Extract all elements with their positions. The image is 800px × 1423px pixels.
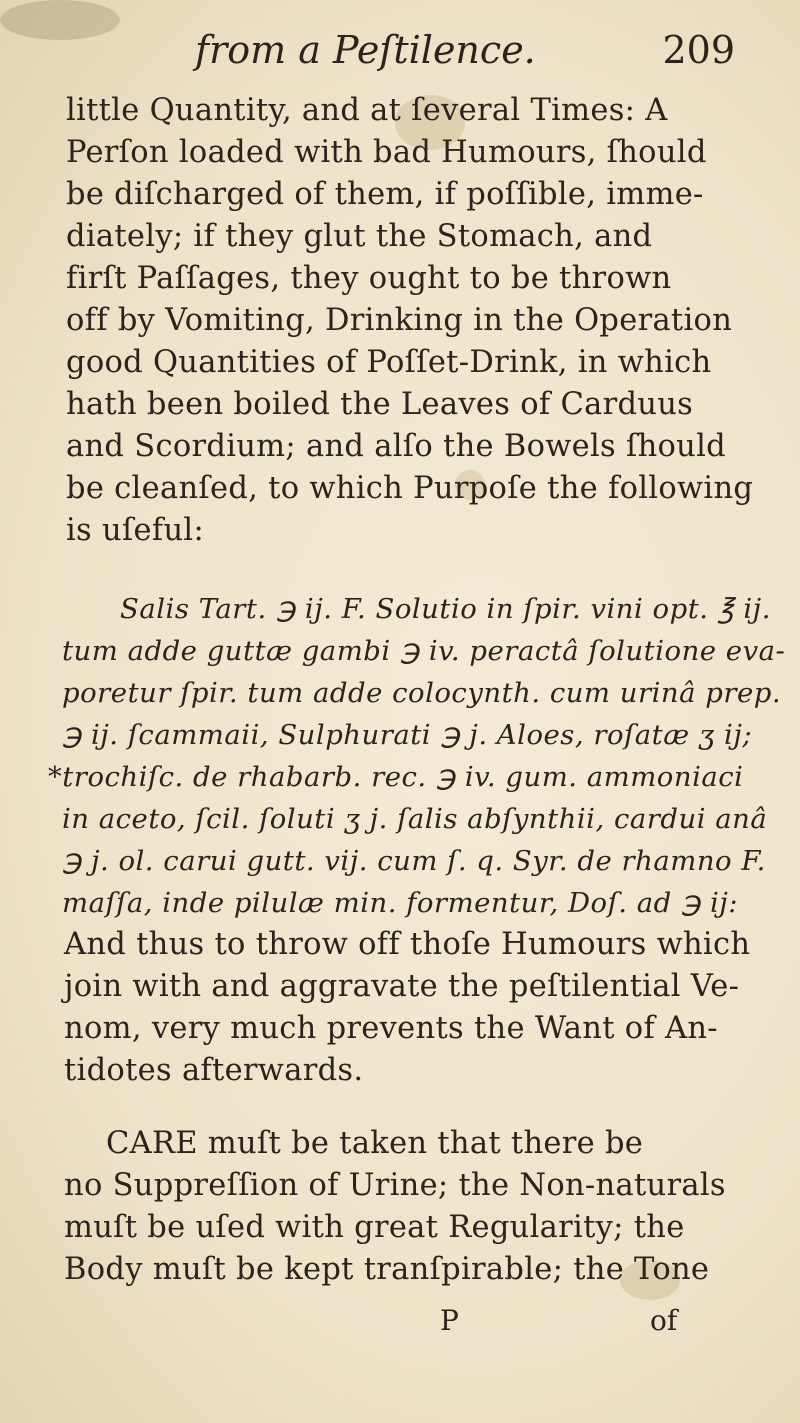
page-header xyxy=(195,28,735,78)
recipe-line: ℈ ij. ſcammaii, Sulphurati ℈ j. Aloes, roſatæ ʒ ij; xyxy=(62,719,753,751)
text-line: And thus to throw off thoſe Humours which xyxy=(64,927,751,962)
text-line: is uſeful: xyxy=(66,513,205,548)
text-line: Perſon loaded with bad Humours, ſhould xyxy=(66,135,707,170)
text-line: be cleanſed, to which Purpoſe the following xyxy=(66,471,754,506)
running-title: from a Peſtilence. xyxy=(195,28,536,72)
paragraph-2 xyxy=(48,924,778,1092)
text-line: off by Vomiting, Drinking in the Operation xyxy=(66,303,733,338)
text-line: good Quantities of Poſſet-Drink, in which xyxy=(66,345,712,380)
text-line: Body muſt be kept tranſpirable; the Tone xyxy=(64,1252,710,1287)
recipe-line: Salis Tart. ℈ ij. F. Solutio in ſpir. vini opt. ℥ ij. xyxy=(120,593,771,625)
paper-stain xyxy=(0,0,120,40)
recipe-line: *trochiſc. de rhabarb. rec. ℈ iv. gum. ammoniaci xyxy=(48,761,744,793)
text-line: nom, very much prevents the Want of An- xyxy=(64,1011,718,1046)
recipe-block xyxy=(48,588,786,924)
page-footer xyxy=(0,1304,800,1344)
text-line: no Suppreſſion of Urine; the Non-naturals xyxy=(64,1168,726,1203)
text-line: CARE muſt be taken that there be xyxy=(106,1126,644,1161)
recipe-line: in aceto, ſcil. ſoluti ʒ j. ſalis abſynthii, cardui anâ xyxy=(62,803,768,835)
recipe-line: tum adde guttæ gambi ℈ iv. peractâ ſolutione eva- xyxy=(62,635,786,667)
text-line: and Scordium; and alſo the Bowels ſhould xyxy=(66,429,727,464)
recipe-line: maſſa, inde pilulæ min. formentur, Doſ. ad ℈ ij: xyxy=(62,887,739,919)
text-line: be diſcharged of them, if poſſible, imme- xyxy=(66,177,704,212)
catchword: of xyxy=(650,1304,678,1337)
text-line: hath been boiled the Leaves of Carduus xyxy=(66,387,694,422)
page-number: 209 xyxy=(662,28,735,72)
recipe-line: poretur ſpir. tum adde colocynth. cum urinâ prep. xyxy=(62,677,782,709)
paragraph-3 xyxy=(48,1123,778,1291)
text-line: little Quantity, and at ſeveral Times: A xyxy=(66,93,668,128)
text-line: diately; if they glut the Stomach, and xyxy=(66,219,653,254)
text-line: join with and aggravate the peſtilential Ve- xyxy=(64,969,740,1004)
signature-mark: P xyxy=(440,1304,459,1337)
text-line: muſt be uſed with great Regularity; the xyxy=(64,1210,685,1245)
text-line: firſt Paſſages, they ought to be thrown xyxy=(66,261,672,296)
paragraph-1 xyxy=(48,90,778,552)
recipe-line: ℈ j. ol. carui gutt. vij. cum ſ. q. Syr. de rhamno F. xyxy=(62,845,766,877)
text-line: tidotes afterwards. xyxy=(64,1053,364,1088)
